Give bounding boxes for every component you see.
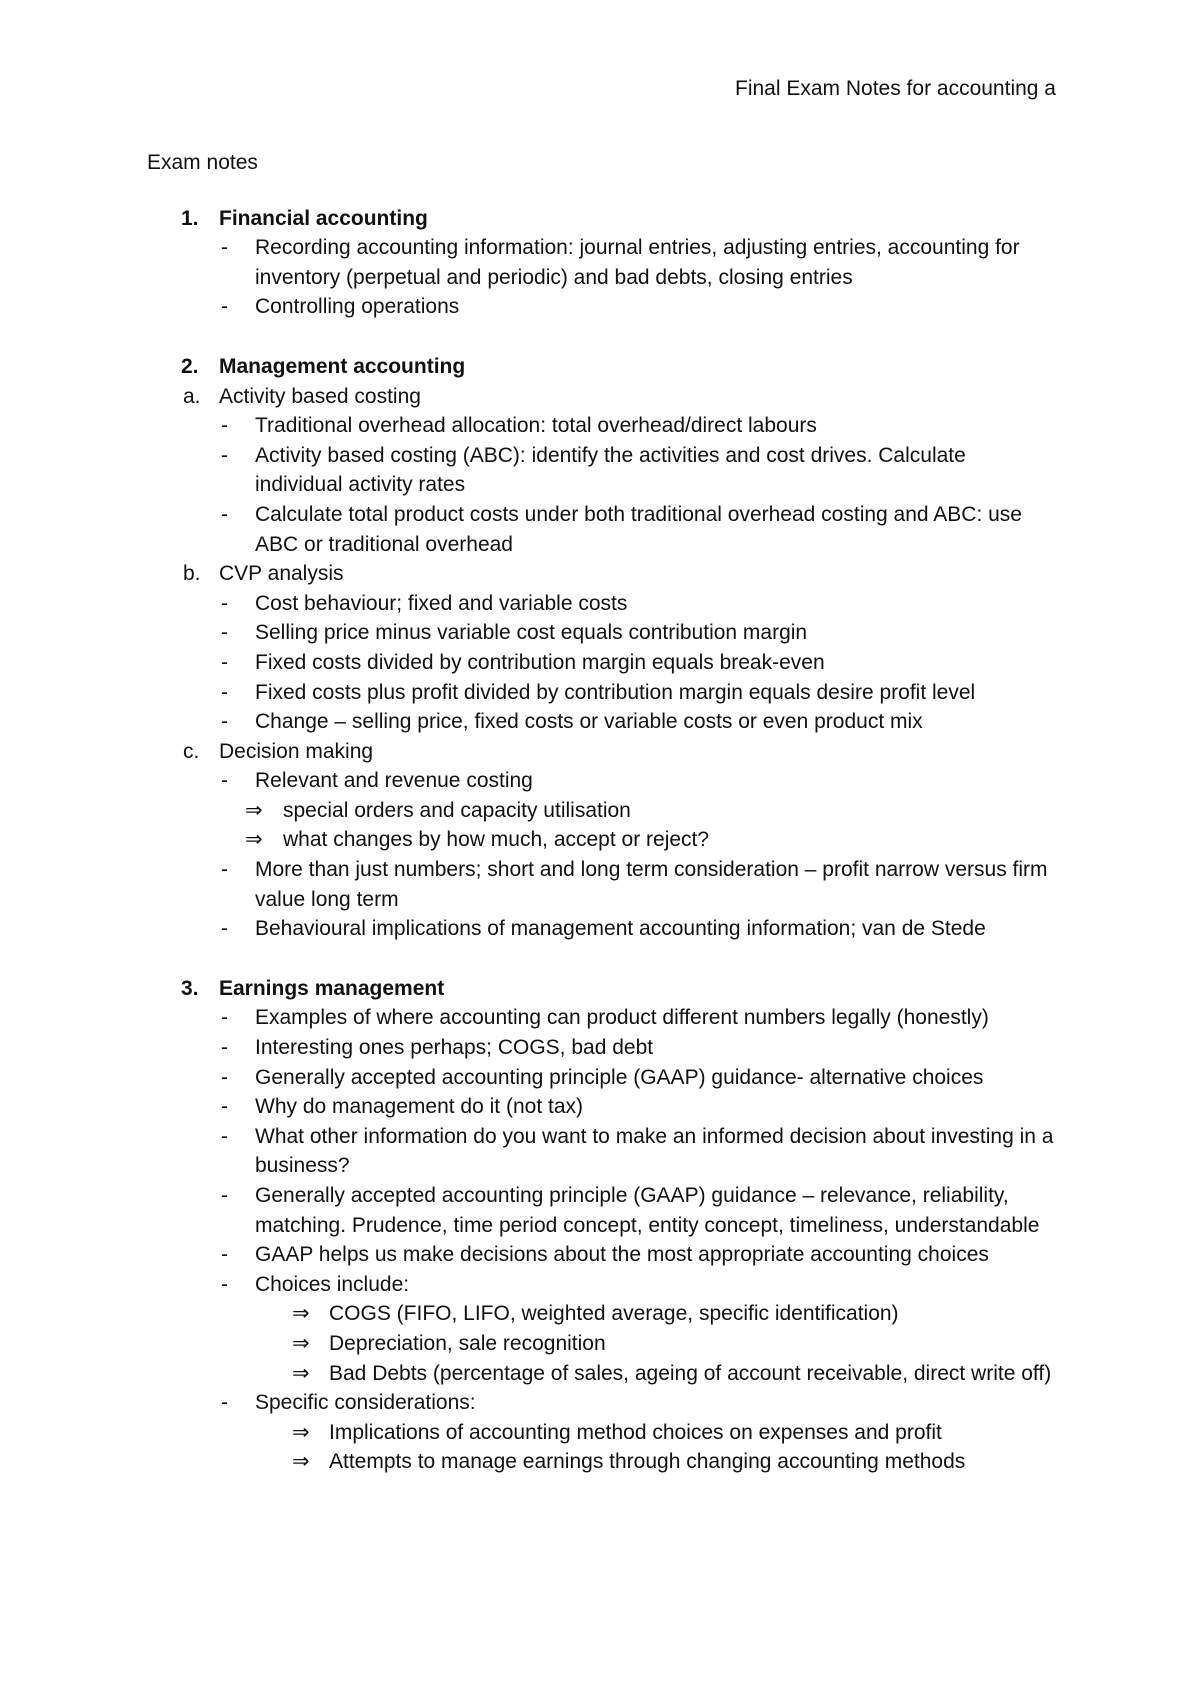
section-financial-accounting (147, 204, 1057, 322)
dash-marker: - (221, 621, 228, 645)
bullet-item (147, 1063, 1057, 1093)
bullet-text: Choices include: (255, 1272, 410, 1296)
bullet-item (147, 1092, 1057, 1122)
bullet-item (147, 678, 1057, 708)
dash-marker: - (221, 650, 228, 674)
bullet-text: Calculate total product costs under both traditional overhead costing and ABC: use ABC or traditional overhead (255, 502, 1022, 556)
bullet-text: Relevant and revenue costing (255, 769, 533, 793)
bullet-text: Fixed costs plus profit divided by contribution margin equals desire profit level (255, 680, 976, 704)
bullet-item (147, 1033, 1057, 1063)
arrow-item (147, 796, 1057, 826)
bullet-text: What other information do you want to make an informed decision about investing in a business? (255, 1124, 1054, 1178)
bullet-item (147, 707, 1057, 737)
subsection-letter: a. (183, 384, 201, 408)
section-heading: Financial accounting (219, 206, 428, 230)
subsection-heading-row (147, 559, 1057, 589)
section-number: 2. (181, 354, 199, 378)
bullet-text: Selling price minus variable cost equals contribution margin (255, 621, 808, 645)
section-heading: Management accounting (219, 354, 466, 378)
dash-marker: - (221, 1184, 228, 1207)
subsection-letter: b. (183, 562, 201, 586)
dash-marker: - (221, 710, 228, 734)
section-number: 3. (181, 976, 199, 1000)
document-title: Exam notes (147, 151, 258, 174)
section-heading-row (147, 204, 1057, 234)
subsection-heading-row (147, 737, 1057, 767)
dash-marker: - (221, 769, 228, 793)
dash-marker: - (221, 1391, 228, 1415)
bullet-text: More than just numbers; short and long term consideration – profit narrow versus firm value long term (255, 858, 1048, 911)
section-heading-row (147, 352, 1057, 382)
arrow-item (147, 1299, 1057, 1329)
arrow-item (147, 1418, 1057, 1448)
section-heading-row (147, 974, 1057, 1004)
bullet-item (147, 766, 1057, 796)
section-heading: Earnings management (219, 976, 445, 1000)
bullet-text: Recording accounting information: journal entries, adjusting entries, accounting for inventory (perpetual and periodic) and bad debts, closing entries (255, 236, 1020, 289)
arrow-text: COGS (FIFO, LIFO, weighted average, specific identification) (329, 1302, 899, 1326)
subsection-letter: c. (183, 739, 200, 763)
arrow-text: Bad Debts (percentage of sales, ageing of account receivable, direct write off) (329, 1361, 1052, 1385)
bullet-text: Behavioural implications of management accounting information; van de Stede (255, 917, 986, 941)
dash-marker: - (221, 680, 228, 704)
dash-marker: - (221, 295, 228, 319)
bullet-text: Generally accepted accounting principle (GAAP) guidance- alternative choices (255, 1065, 984, 1089)
section-number: 1. (181, 206, 199, 230)
arrow-item (147, 1329, 1057, 1359)
bullet-text: Specific considerations: (255, 1391, 476, 1415)
arrow-text: Attempts to manage earnings through changing accounting methods (329, 1450, 966, 1474)
bullet-item (147, 441, 1057, 500)
dash-marker: - (221, 1065, 228, 1089)
section-earnings-management (147, 974, 1057, 1477)
dash-marker: - (221, 1095, 228, 1119)
dash-marker: - (221, 917, 228, 941)
dash-marker: - (221, 858, 228, 882)
bullet-text: Examples of where accounting can product different numbers legally (honestly) (255, 1006, 989, 1030)
arrow-icon: ⇒ (292, 1450, 310, 1474)
bullet-text: Why do management do it (not tax) (255, 1095, 583, 1119)
arrow-text: Depreciation, sale recognition (329, 1331, 606, 1355)
dash-marker: - (221, 1036, 228, 1060)
subsection-heading: CVP analysis (219, 562, 344, 586)
bullet-text: Controlling operations (255, 295, 460, 319)
subsection-heading: Decision making (219, 739, 374, 763)
dash-marker: - (221, 443, 228, 467)
bullet-item (147, 648, 1057, 678)
bullet-item (147, 914, 1057, 944)
bullet-item (147, 589, 1057, 619)
dash-marker: - (221, 236, 228, 260)
bullet-text: Activity based costing (ABC): identify the activities and cost drives. Calculate individual activity rates (255, 443, 966, 497)
dash-marker: - (221, 1006, 228, 1030)
dash-marker: - (221, 1272, 228, 1296)
arrow-text: special orders and capacity utilisation (283, 798, 631, 822)
bullet-item (147, 1122, 1057, 1181)
bullet-text: Interesting ones perhaps; COGS, bad debt (255, 1036, 654, 1060)
bullet-text: Traditional overhead allocation: total overhead/direct labours (255, 414, 817, 438)
arrow-icon: ⇒ (292, 1331, 310, 1355)
bullet-item (147, 1388, 1057, 1418)
bullet-item (147, 500, 1057, 559)
dash-marker: - (221, 1124, 228, 1148)
arrow-icon: ⇒ (292, 1361, 310, 1385)
bullet-item (147, 1270, 1057, 1300)
bullet-item (147, 1240, 1057, 1270)
bullet-text: Fixed costs divided by contribution margin equals break-even (255, 650, 825, 674)
bullet-item (147, 411, 1057, 441)
dash-marker: - (221, 502, 228, 526)
arrow-icon: ⇒ (292, 1420, 310, 1444)
arrow-item (147, 1359, 1057, 1389)
bullet-item (147, 233, 1057, 292)
dash-marker: - (221, 591, 228, 615)
subsection-heading: Activity based costing (219, 384, 421, 408)
bullet-item (147, 292, 1057, 322)
bullet-text: Change – selling price, fixed costs or variable costs or even product mix (255, 710, 923, 734)
arrow-text: what changes by how much, accept or reject? (283, 828, 710, 852)
arrow-icon: ⇒ (292, 1302, 310, 1326)
bullet-item (147, 855, 1057, 914)
arrow-icon: ⇒ (245, 828, 263, 852)
section-management-accounting (147, 352, 1057, 944)
bullet-text: Cost behaviour; fixed and variable costs (255, 591, 628, 615)
page-header: Final Exam Notes for accounting a (735, 77, 1056, 100)
bullet-text: GAAP helps us make decisions about the most appropriate accounting choices (255, 1243, 989, 1267)
subsection-heading-row (147, 382, 1057, 412)
arrow-icon: ⇒ (245, 798, 263, 822)
bullet-item (147, 618, 1057, 648)
document-body (147, 148, 1057, 1477)
dash-marker: - (221, 1243, 228, 1267)
arrow-item (147, 825, 1057, 855)
dash-marker: - (221, 414, 228, 438)
bullet-text: Generally accepted accounting principle (GAAP) guidance – relevance, reliability, matching. Prudence, time period concept, entity concept, timeliness, understandable (255, 1184, 1040, 1237)
arrow-item (147, 1447, 1057, 1477)
bullet-item (147, 1003, 1057, 1033)
bullet-item (147, 1181, 1057, 1240)
arrow-text: Implications of accounting method choices on expenses and profit (329, 1420, 942, 1444)
